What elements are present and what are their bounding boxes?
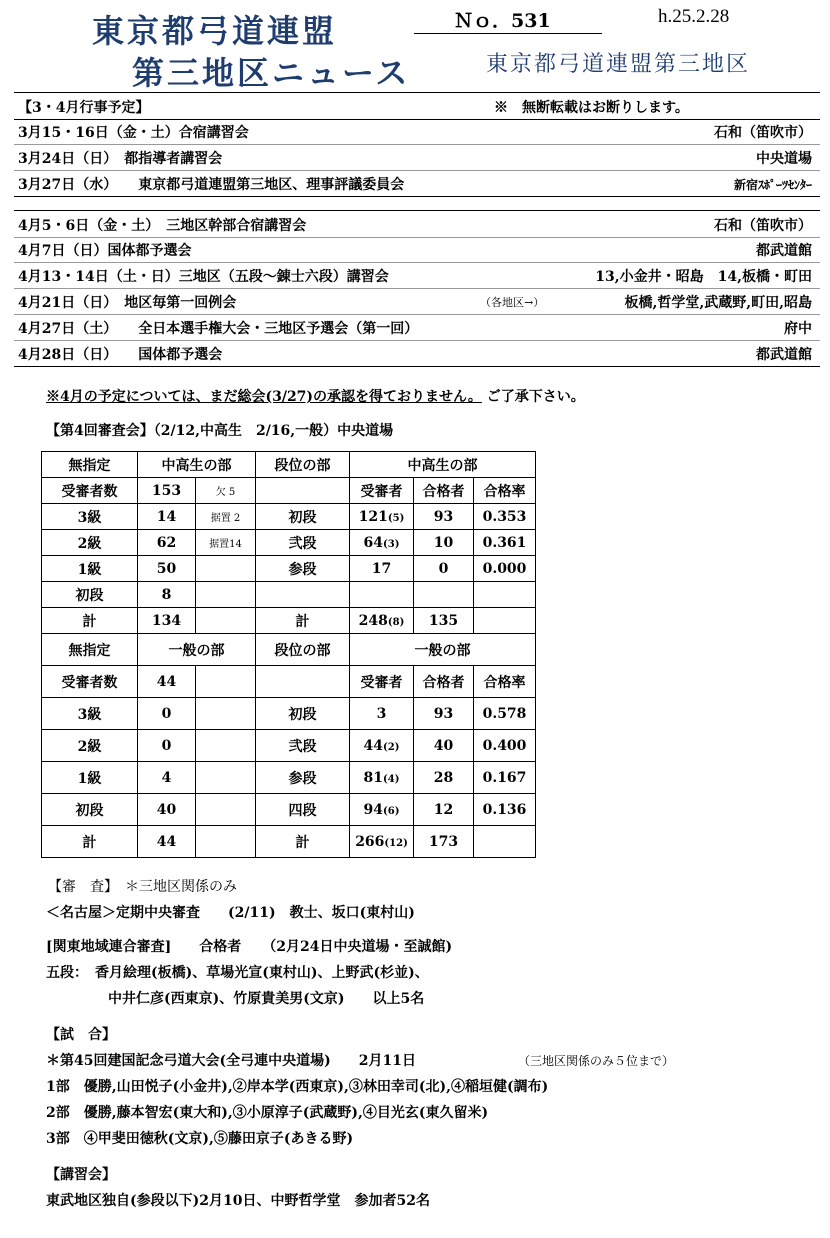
cell-value: 248 [358,612,388,629]
lecture-heading: 【講習会】 [46,1167,116,1183]
table-cell: 14 [138,504,196,530]
nagoya-review: ＜名古屋＞定期中央審査 (2/11) 教士、坂口(東村山) [46,905,415,921]
table-header-row [42,634,536,666]
table-cell: 据置 2 [196,504,256,530]
schedule-event: 4月28日（日） 国体都予選会 [18,347,223,363]
table-cell: 0 [138,698,196,730]
schedule-event: 4月21日（日） 地区毎第一回例会 [18,295,237,311]
table-cell: 0.400 [474,730,536,762]
table-row [42,530,536,556]
schedule-row [14,340,820,367]
table-cell [350,530,414,556]
table-cell [350,826,414,858]
cell-subvalue: (2) [383,741,400,753]
table-cell: 段位の部 [256,634,350,666]
table-cell: 一般の部 [350,634,536,666]
reprint-notice: ※ 無断転載はお断りします。 [494,100,689,116]
table-cell: 2級 [42,530,138,556]
schedule-event: 4月7日（日）国体都予選会 [18,243,192,259]
table-cell: 合格率 [474,478,536,504]
table-row [42,608,536,634]
table-cell [474,582,536,608]
table-cell: 44 [138,826,196,858]
table-cell [350,582,414,608]
exam-heading: 【第4回審査会】（2/12,中高生 2/16,一般）中央道場 [46,423,394,439]
newsletter-title-line1: 東京都弓道連盟 [92,12,338,50]
cell-value: 81 [363,769,384,786]
lecture-line: 東武地区独自(参段以下)2月10日、中野哲学堂 参加者52名 [46,1193,430,1209]
table-cell: 受審者数 [42,478,138,504]
table-cell: 40 [414,730,474,762]
table-row [42,794,536,826]
schedule-venue: 府中 [784,321,812,337]
table-cell [196,666,256,698]
schedule-event: 3月27日（水） 東京都弓道連盟第三地区、理事評議委員会 [18,177,405,193]
table-cell: 28 [414,762,474,794]
table-cell: 参段 [256,556,350,582]
table-cell [350,504,414,530]
table-cell: 無指定 [42,634,138,666]
table-cell: 計 [256,826,350,858]
table-cell: 0.167 [474,762,536,794]
table-cell: 合格率 [474,666,536,698]
cell-subvalue: (4) [383,773,400,785]
table-cell [350,608,414,634]
table-cell: 初段 [256,504,350,530]
table-cell: 62 [138,530,196,556]
table-cell: 134 [138,608,196,634]
table-cell: 合格者 [414,478,474,504]
table-cell: 弐段 [256,530,350,556]
table-row [42,504,536,530]
schedule-venue: 板橋,哲学堂,武蔵野,町田,昭島 [624,295,812,311]
table-cell: 四段 [256,794,350,826]
table-cell [474,608,536,634]
schedule-row [14,236,820,263]
match-heading: 【試 合】 [46,1027,116,1043]
table-cell [196,608,256,634]
cell-subvalue: (6) [383,805,400,817]
table-cell: 0.000 [474,556,536,582]
kanto-review-heading: [関東地域連合審査] 合格者 （2月24日中央道場・至誠館) [46,939,453,955]
table-cell: 0.353 [474,504,536,530]
schedule-row [14,170,820,197]
match-event: ＊第45回建国記念弓道大会(全弓連中央道場) 2月11日 [46,1053,416,1069]
schedule-header-row [14,92,820,120]
table-cell [196,826,256,858]
table-cell: 弐段 [256,730,350,762]
table-cell: 4 [138,762,196,794]
table-row [42,582,536,608]
table-cell: 受審者 [350,478,414,504]
table-cell [196,762,256,794]
schedule-venue: 都武道館 [756,243,812,259]
schedule-venue: 13,小金井・昭島 14,板橋・町田 [595,269,812,285]
issue-date: h.25.2.28 [658,6,730,27]
table-row [42,478,536,504]
table-cell: 44 [138,666,196,698]
schedule-venue: 石和（笛吹市） [714,218,812,234]
match-division-1: 1部 優勝,山田悦子(小金井),②岸本学(西東京),③林田幸司(北),④稲垣健(調布) [46,1079,549,1095]
table-cell: 2級 [42,730,138,762]
table-cell: 初段 [256,698,350,730]
cell-value: 17 [371,560,392,577]
schedule-row [14,210,820,238]
table-cell: 初段 [42,794,138,826]
table-cell: 153 [138,478,196,504]
cell-subvalue: (12) [384,837,408,849]
table-row [42,826,536,858]
table-cell [196,556,256,582]
table-cell [196,730,256,762]
cell-subvalue: (8) [387,616,405,628]
table-cell: 0.136 [474,794,536,826]
godan-passers-1: 五段： 香月絵理(板橋)、草場光宣(東村山)、上野武(杉並)、 [46,965,429,981]
table-cell: 0 [138,730,196,762]
table-cell: 3級 [42,504,138,530]
table-row [42,698,536,730]
schedule-venue: 新宿ｽﾎﾟｰﾂｾﾝﾀｰ [733,178,812,192]
table-cell [350,762,414,794]
table-cell: 段位の部 [256,452,350,478]
district-name: 東京都弓道連盟第三地区 [486,52,751,77]
cell-subvalue: (5) [387,512,405,524]
table-cell [196,698,256,730]
table-cell: 0.361 [474,530,536,556]
table-cell [350,730,414,762]
issue-number: Ｎｏ．531 [414,6,602,34]
table-header-row [42,452,536,478]
schedule-event: 4月27日（土） 全日本選手権大会・三地区予選会（第一回） [18,321,419,337]
cell-value: 121 [358,508,388,525]
schedule-row [14,118,820,145]
schedule-event: 4月5・6日（金・土） 三地区幹部合宿講習会 [18,218,307,234]
table-cell: 合格者 [414,666,474,698]
schedule-venue: 石和（笛吹市） [714,125,812,141]
table-cell: 0 [414,556,474,582]
table-row [42,556,536,582]
schedule-note: （各地区→） [480,296,545,309]
table-row [42,666,536,698]
table-cell: 12 [414,794,474,826]
cell-value: 3 [376,705,387,722]
review-heading: 【審 査】 ＊三地区関係のみ [48,879,237,895]
table-cell [350,698,414,730]
table-row [42,730,536,762]
table-cell: 中高生の部 [350,452,536,478]
table-cell: 135 [414,608,474,634]
approval-note-tail: ご了承下さい。 [486,389,585,405]
schedule-venue: 都武道館 [756,347,812,363]
godan-passers-2: 中井仁彦(西東京)、竹原貴美男(文京) 以上5名 [108,991,425,1007]
table-cell: 据置14 [196,530,256,556]
table-cell [350,794,414,826]
cell-value: 64 [363,534,384,551]
newsletter-title-line2: 第三地区ニュース [132,54,411,92]
table-cell: 40 [138,794,196,826]
table-cell: 計 [42,826,138,858]
table-cell: 1級 [42,556,138,582]
schedule-event: 3月15・16日（金・土）合宿講習会 [18,125,249,141]
table-cell: 受審者数 [42,666,138,698]
table-cell: 1級 [42,762,138,794]
table-cell: 計 [42,608,138,634]
schedule-event: 4月13・14日（土・日）三地区（五段～錬士六段）講習会 [18,269,389,285]
table-cell [414,582,474,608]
table-cell [474,826,536,858]
table-cell [196,794,256,826]
table-cell: 参段 [256,762,350,794]
table-cell: 8 [138,582,196,608]
table-cell [350,556,414,582]
table-cell: 93 [414,698,474,730]
table-cell: 3級 [42,698,138,730]
table-cell: 初段 [42,582,138,608]
schedule-event: 3月24日（日） 都指導者講習会 [18,151,223,167]
table-cell: 欠 5 [196,478,256,504]
approval-note-underlined: ※4月の予定については、まだ総会(3/27)の承認を得ておりません。 [46,389,482,405]
table-cell: 中高生の部 [138,452,256,478]
cell-value: 44 [363,737,384,754]
table-row [42,762,536,794]
table-cell [196,582,256,608]
table-cell: 50 [138,556,196,582]
schedule-row [14,262,820,289]
table-cell [256,478,350,504]
table-cell: 受審者 [350,666,414,698]
table-cell: 10 [414,530,474,556]
table-cell [256,582,350,608]
table-cell: 93 [414,504,474,530]
match-event-note: （三地区関係のみ５位まで） [518,1054,675,1068]
april-approval-note [46,386,585,406]
table-cell: 一般の部 [138,634,256,666]
schedule-row [14,144,820,171]
table-cell: 173 [414,826,474,858]
table-cell: 計 [256,608,350,634]
table-cell: 0.578 [474,698,536,730]
table-cell: 無指定 [42,452,138,478]
schedule-heading: 【3・4月行事予定】 [18,100,150,116]
exam-results-table [41,451,536,858]
cell-value: 94 [363,801,384,818]
schedule-row [14,314,820,341]
cell-value: 266 [355,833,385,850]
table-cell [256,666,350,698]
match-division-3: 3部 ④甲斐田徳秋(文京),⑤藤田京子(あきる野) [46,1131,354,1147]
cell-subvalue: (3) [383,538,400,550]
schedule-row [14,288,820,315]
schedule-venue: 中央道場 [756,151,812,167]
match-division-2: 2部 優勝,藤本智宏(東大和),③小原淳子(武蔵野),④目光玄(東久留米) [46,1105,489,1121]
